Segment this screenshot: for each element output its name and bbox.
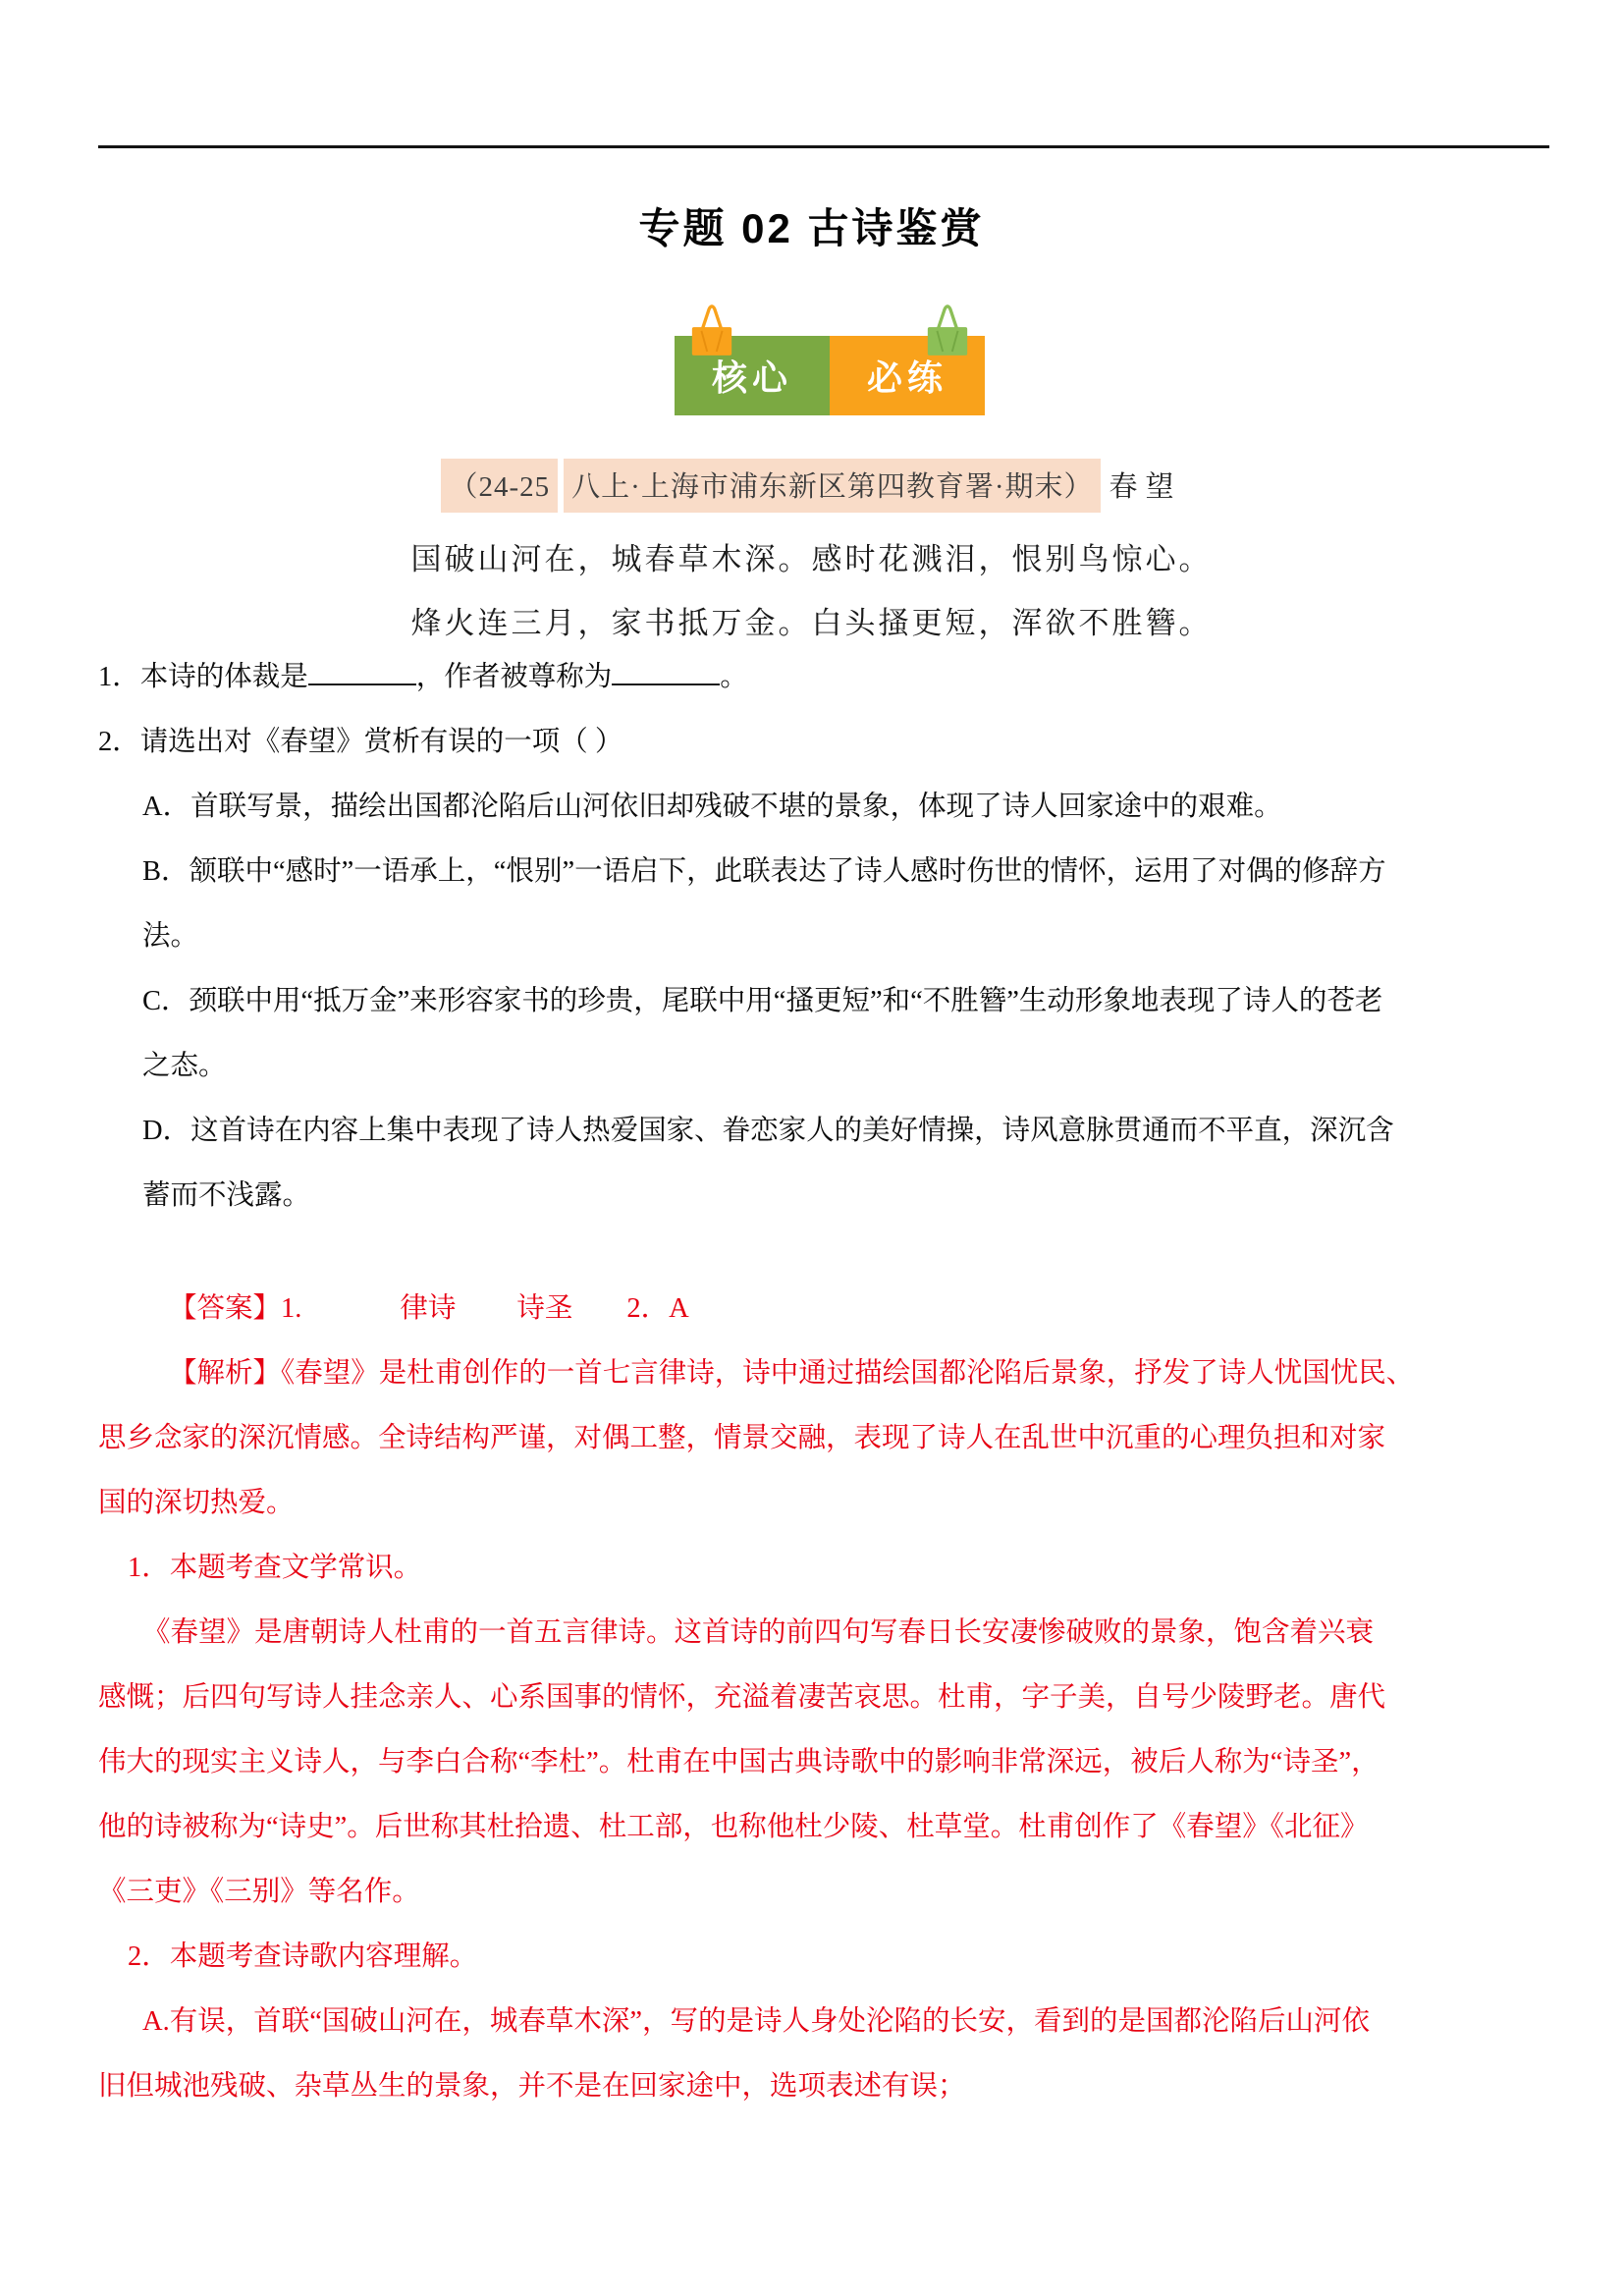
- exam-citation: [0, 459, 1623, 513]
- analysis-line-5: 《春望》是唐朝诗人杜甫的一首五言律诗。这首诗的前四句写春日长安凄惨破败的景象，饱含着兴衰: [142, 1617, 1375, 1648]
- exam-year-tag: （24-25: [441, 459, 558, 513]
- analysis-line-9: 《三吏》《三别》等名作。: [98, 1877, 420, 1907]
- binder-clip-green-icon: [924, 301, 971, 356]
- option-c-line-1: C．颈联中用“抵万金”来形容家书的珍贵，尾联中用“搔更短”和“不胜簪”生动形象地表现了诗人的苍老: [142, 986, 1383, 1016]
- analysis-line-8: 他的诗被称为“诗史”。后世称其杜拾遗、杜工部，也称他杜少陵、杜草堂。杜甫创作了《春望》《北征》: [98, 1812, 1369, 1842]
- page-title: 专题 02 古诗鉴赏: [638, 205, 985, 251]
- q1-text-1: 本诗的体裁是: [139, 662, 308, 692]
- analysis-line-4: 1．本题考查文学常识。: [128, 1553, 422, 1583]
- answer-label: 【答案】: [169, 1293, 282, 1324]
- option-b-line-2: 法。: [142, 921, 199, 952]
- answer-line: [98, 1277, 1534, 1341]
- analysis-line-10: 2．本题考查诗歌内容理解。: [128, 1941, 478, 1972]
- q1-text-2: ，作者被尊称为: [415, 662, 613, 692]
- q2-number: 2．: [98, 727, 140, 757]
- poem-title: 春望: [1109, 471, 1182, 503]
- exam-source-tag: 八上·上海市浦东新区第四教育署·期末）: [564, 459, 1101, 513]
- q1-text-3: 。: [720, 662, 748, 692]
- badge-left-label: 核心: [675, 336, 830, 415]
- analysis-line-3: 国的深切热爱。: [98, 1488, 295, 1518]
- option-d-line-2: 蓄而不浅露。: [142, 1180, 311, 1211]
- header-rule: [98, 145, 1549, 148]
- analysis-line-12: 旧但城池残破、杂草丛生的景象，并不是在回家途中，选项表述有误；: [98, 2071, 966, 2102]
- question-2: [98, 710, 1534, 775]
- q1-number: 1．: [98, 662, 140, 692]
- analysis-line-7: 伟大的现实主义诗人，与李白合称“李杜”。杜甫在中国古典诗歌中的影响非常深远，被后人称为“诗圣”，: [98, 1747, 1380, 1777]
- answer-q1-number: 1.: [281, 1293, 302, 1324]
- q1-blank-1: [308, 683, 416, 685]
- badge-right-label: 必练: [830, 336, 985, 415]
- question-1: [98, 645, 1534, 710]
- question-body: [98, 645, 1534, 2119]
- option-c-line-2: 之态。: [142, 1051, 227, 1081]
- answer-q1-value-1: 律诗: [400, 1293, 457, 1324]
- answer-q2-value: 2．A: [626, 1293, 689, 1324]
- q2-text: 请选出对《春望》赏析有误的一项（ ）: [139, 727, 623, 757]
- option-a: A．首联写景，描绘出国都沦陷后山河依旧却残破不堪的景象，体现了诗人回家途中的艰难。: [142, 792, 1282, 822]
- analysis-line-1: 【解析】《春望》是杜甫创作的一首七言律诗，诗中通过描绘国都沦陷后景象，抒发了诗人忧国忧民、: [169, 1358, 1415, 1389]
- q1-blank-2: [612, 683, 720, 685]
- analysis-line-11: A.有误，首联“国破山河在，城春草木深”，写的是诗人身处沦陷的长安，看到的是国都沦陷后山河依: [142, 2006, 1371, 2037]
- poem-line-1: 国破山河在，城春草木深。感时花溅泪，恨别鸟惊心。: [410, 542, 1213, 576]
- option-b-line-1: B．颔联中“感时”一语承上，“恨别”一语启下，此联表达了诗人感时伤世的情怀，运用了对偶的修辞方: [142, 856, 1386, 887]
- section-gap: [98, 1229, 1534, 1277]
- option-d-line-1: D．这首诗在内容上集中表现了诗人热爱国家、眷恋家人的美好情操，诗风意脉贯通而不平直，深沉含: [142, 1116, 1394, 1146]
- answer-q1-value-2: 诗圣: [516, 1293, 573, 1324]
- analysis-line-6: 感慨；后四句写诗人挂念亲人、心系国事的情怀，充溢着凄苦哀思。杜甫，字子美，自号少陵野老。唐代: [98, 1682, 1386, 1713]
- analysis-line-2: 思乡念家的深沉情感。全诗结构严谨，对偶工整，情景交融，表现了诗人在乱世中沉重的心理负担和对家: [98, 1423, 1386, 1453]
- poem-line-2: 烽火连三月，家书抵万金。白头搔更短，浑欲不胜簪。: [410, 606, 1213, 640]
- core-practice-badge: [675, 336, 985, 415]
- binder-clip-orange-icon: [688, 301, 735, 356]
